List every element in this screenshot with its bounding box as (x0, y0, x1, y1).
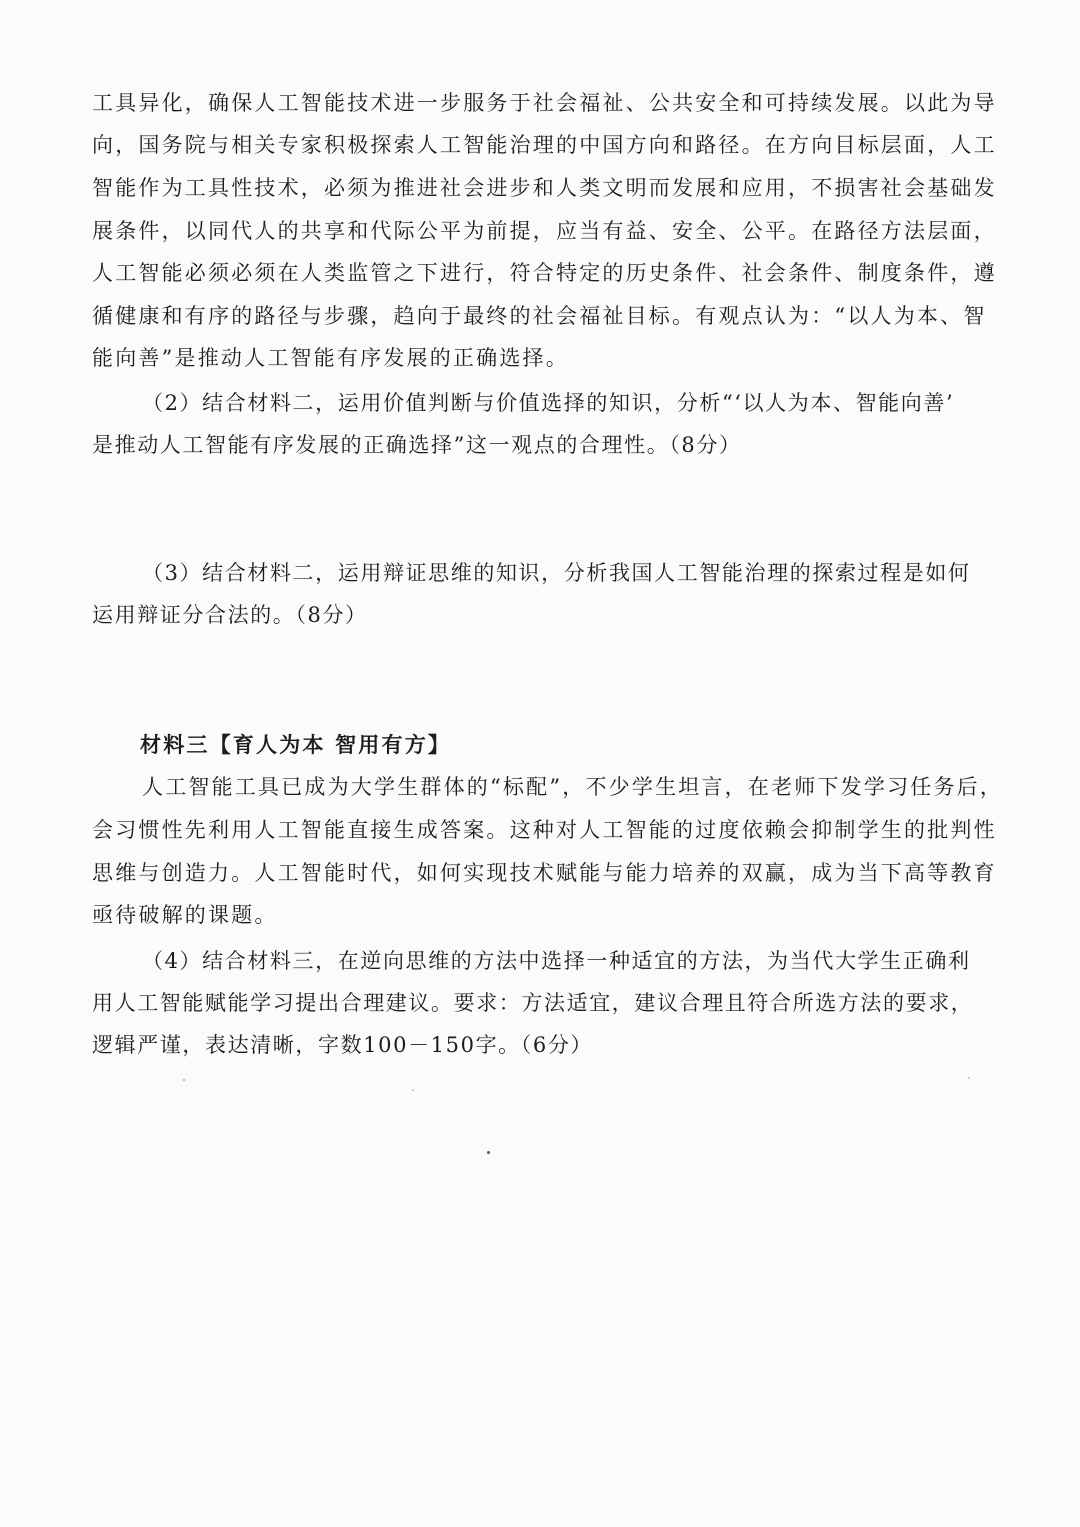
material-3-line: 人工智能工具已成为大学生群体的“标配”，不少学生坦言，在老师下发学习任务后， (142, 775, 1004, 799)
material-3-line: 亟待破解的课题。 (92, 903, 278, 927)
material-2-line: 能向善”是推动人工智能有序发展的正确选择。 (92, 346, 569, 370)
scan-speck (968, 1077, 970, 1079)
question-3-line: （3）结合材料二，运用辩证思维的知识，分析我国人工智能治理的探索过程是如何 (142, 561, 971, 585)
question-2-line: （2）结合材料二，运用价值判断与价值选择的知识，分析“‘以人为本、智能向善’ (142, 391, 955, 415)
material-2-line: 智能作为工具性技术，必须为推进社会进步和人类文明而发展和应用，不损害社会基础发 (92, 176, 997, 200)
question-4-line: 逻辑严谨，表达清晰，字数100－150字。（6分） (92, 1033, 594, 1057)
material-3-title: 材料三【育人为本 智用有方】 (140, 732, 452, 757)
question-2-line: 是推动人工智能有序发展的正确选择”这一观点的合理性。（8分） (92, 433, 742, 457)
scan-speck (183, 1079, 185, 1081)
scan-speck (487, 1151, 490, 1154)
question-4-line: （4）结合材料三，在逆向思维的方法中选择一种适宜的方法，为当代大学生正确利 (142, 949, 971, 973)
material-3-line: 会习惯性先利用人工智能直接生成答案。这种对人工智能的过度依赖会抑制学生的批判性 (92, 818, 997, 842)
material-2-line: 人工智能必须必须在人类监管之下进行，符合特定的历史条件、社会条件、制度条件，遵 (92, 261, 997, 285)
question-4-line: 用人工智能赋能学习提出合理建议。要求：方法适宜，建议合理且符合所选方法的要求， (92, 991, 974, 1015)
material-2-line: 展条件，以同代人的共享和代际公平为前提，应当有益、安全、公平。在路径方法层面， (92, 219, 997, 243)
scan-speck (412, 1089, 414, 1091)
material-2-line: 工具异化，确保人工智能技术进一步服务于社会福祉、公共安全和可持续发展。以此为导 (92, 91, 997, 115)
material-2-line: 向，国务院与相关专家积极探索人工智能治理的中国方向和路径。在方向目标层面，人工 (92, 133, 997, 157)
material-2-line: 循健康和有序的路径与步骤，趋向于最终的社会福祉目标。有观点认为：“以人为本、智 (92, 304, 987, 328)
material-3-line: 思维与创造力。人工智能时代，如何实现技术赋能与能力培养的双赢，成为当下高等教育 (92, 861, 997, 885)
question-3-line: 运用辩证分合法的。（8分） (92, 603, 368, 627)
